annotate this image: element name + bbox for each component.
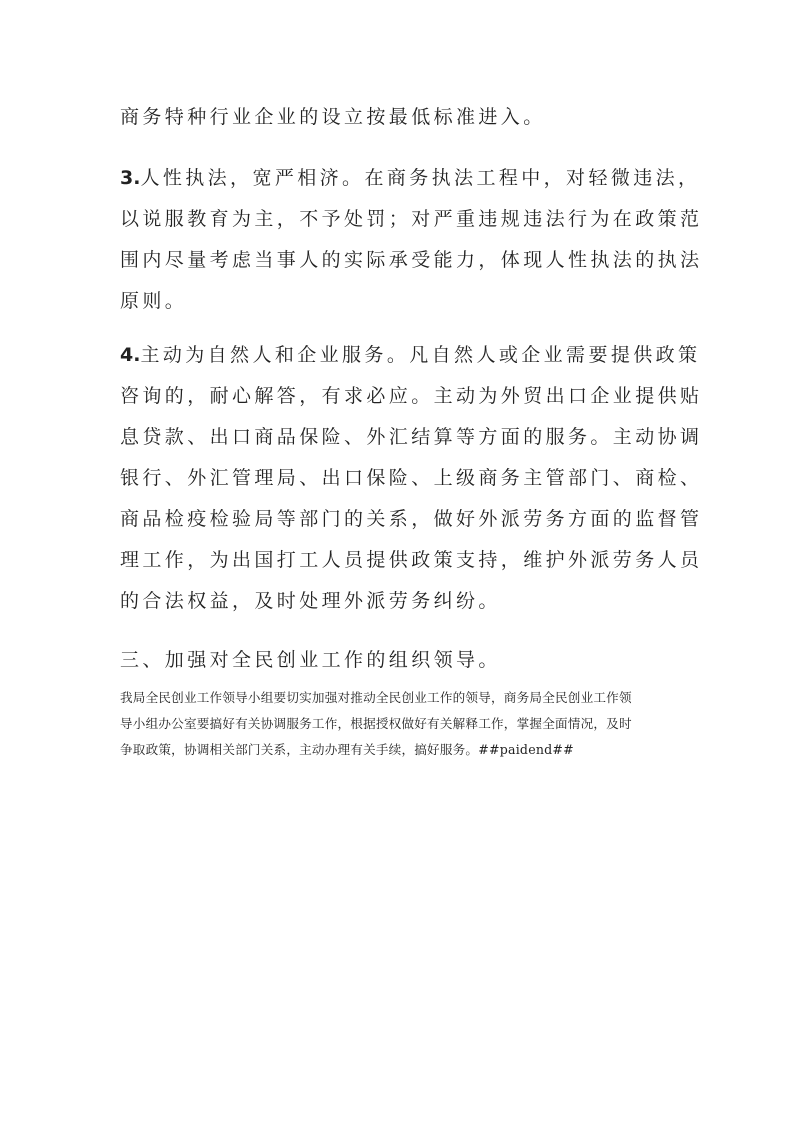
text-line: 银行、外汇管理局、出口保险、上级商务主管部门、商检、 (120, 467, 703, 489)
text-line: 导小组办公室要搞好有关协调服务工作，根据授权做好有关解释工作，掌握全面情况，及时 (120, 716, 632, 731)
text-line (120, 158, 701, 199)
item-number: 3. (120, 167, 141, 189)
text-line: 的合法权益，及时处理外派劳务纠纷。 (120, 590, 501, 612)
text-line-content: 主动为自然人和企业服务。凡自然人或企业需要提供政策 (140, 344, 701, 366)
text-line: 息贷款、出口商品保险、外汇结算等方面的服务。主动协调 (120, 426, 703, 448)
paragraph-leadership (120, 685, 680, 763)
paragraph-humane-enforcement (120, 158, 703, 322)
paragraph-entry-standard (120, 97, 680, 138)
item-number: 4. (120, 344, 141, 366)
section-heading-3: 三、加强对全民创业工作的组织领导。 (120, 649, 501, 671)
text-line-content: 人性执法，宽严相济。在商务执法工程中，对轻微违法， (140, 167, 701, 189)
text-line: 商务特种行业企业的设立按最低标准进入。 (120, 106, 546, 128)
text-line: 我局全民创业工作领导小组要切实加强对推动全民创业工作的领导，商务局全民创业工作领 (120, 690, 632, 705)
text-line: 商品检疫检验局等部门的关系，做好外派劳务方面的监督管 (120, 508, 703, 530)
text-line: 争取政策，协调相关部门关系，主动办理有关手续，搞好服务。##paidend## (120, 742, 574, 757)
paragraph-active-service (120, 335, 703, 622)
text-line: 咨询的，耐心解答，有求必应。主动为外贸出口企业提供贴 (120, 385, 703, 407)
text-line: 围内尽量考虑当事人的实际承受能力，体现人性执法的执法 (120, 249, 703, 271)
text-line: 理工作，为出国打工人员提供政策支持，维护外派劳务人员 (120, 549, 703, 571)
text-line: 原则。 (120, 290, 188, 312)
text-line (120, 335, 701, 376)
text-line: 以说服教育为主，不予处罚；对严重违规违法行为在政策范 (120, 208, 703, 230)
